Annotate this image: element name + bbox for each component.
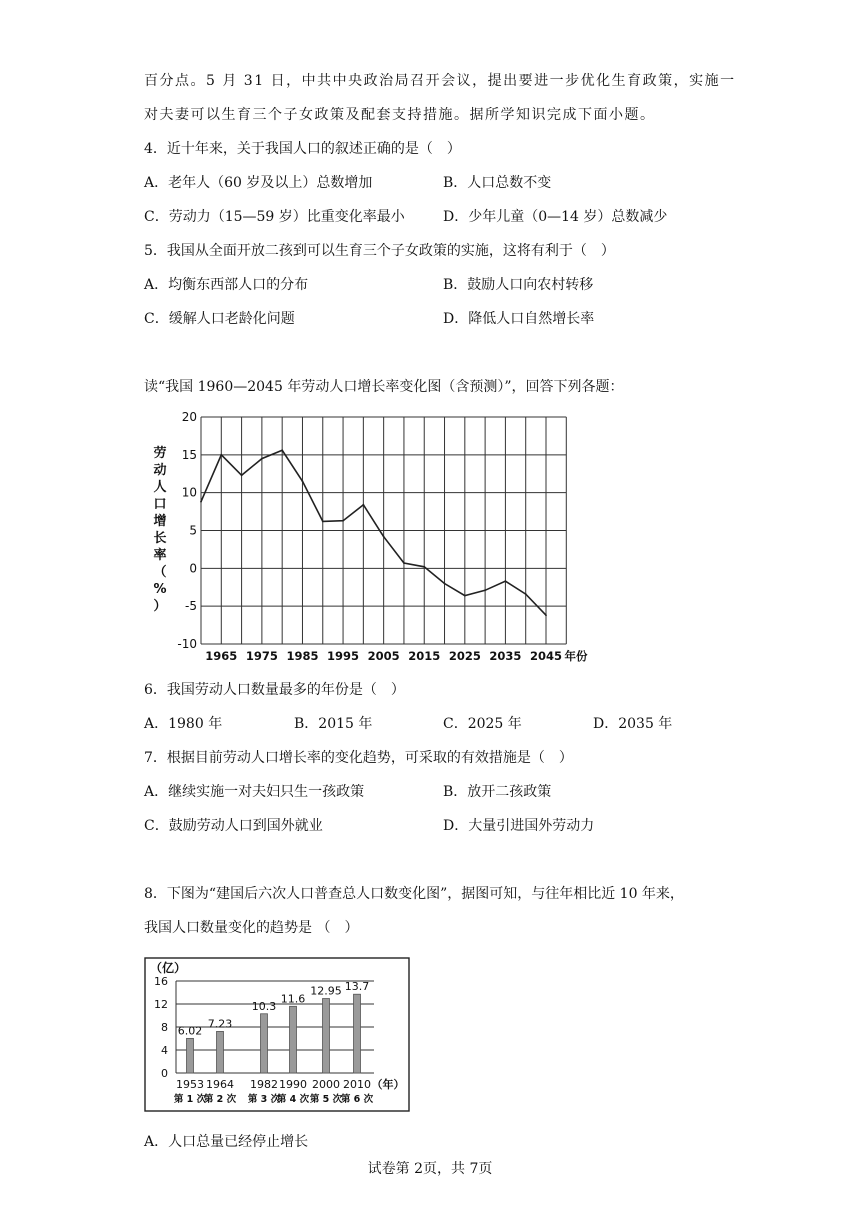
bar-chart-value-label: 7.23 — [207, 1017, 233, 1031]
line-chart-point — [403, 562, 405, 564]
line-chart-y-axis-label — [153, 445, 166, 614]
bar-chart-y-tick-label: 0 — [161, 1067, 168, 1080]
bar-chart-y-tick-label: 4 — [161, 1044, 168, 1057]
line-chart-y-label-char: 长 — [153, 531, 167, 546]
line-chart-point — [220, 454, 222, 456]
line-chart-x-axis-label: 年份 — [564, 649, 588, 663]
question-4-option-b[interactable]: B．人口总数不变 — [443, 175, 552, 191]
line-chart-x-tick-label: 2025 — [448, 649, 481, 663]
line-chart-x-ticks — [205, 649, 588, 663]
line-chart-y-tick-label: -10 — [177, 637, 197, 651]
line-chart-series-line — [201, 450, 546, 615]
bar-chart-category-label: 1953 — [176, 1078, 204, 1091]
question-6-stem: 6．我国劳动人口数量最多的年份是（ ） — [144, 682, 405, 698]
line-chart-y-label-char: 增 — [153, 514, 167, 529]
bar-chart-value-label: 10.3 — [251, 999, 277, 1013]
bar-chart-category-label: 1964 — [206, 1078, 234, 1091]
bar-chart-category-label: 1982 — [250, 1078, 278, 1091]
line-chart-y-tick-label: 5 — [189, 523, 197, 538]
line-chart-point — [464, 595, 466, 597]
line-chart-x-tick-label: 2015 — [408, 649, 441, 663]
line-chart-y-label-char: 率 — [153, 548, 167, 563]
line-chart-point — [281, 449, 283, 451]
question-4-option-d[interactable]: D．少年儿童（0—14 岁）总数减少 — [443, 209, 668, 225]
line-chart-x-tick-label: 1995 — [327, 649, 360, 663]
intro-line-1: 百分点。5 月 31 日，中共中央政治局召开会议，提出要进一步优化生育政策，实施一 — [144, 73, 736, 89]
question-7-option-a[interactable]: A．继续实施一对夫妇只生一孩政策 — [144, 784, 365, 800]
line-chart-y-label-char: 口 — [153, 497, 167, 512]
line-chart-x-tick-label: 1985 — [286, 649, 319, 663]
bar-chart-y-tick-label: 12 — [154, 998, 168, 1011]
line-chart-point — [261, 458, 263, 460]
bar-chart-census-label: 第 2 次 — [203, 1094, 237, 1105]
bar-chart-census-label: 第 5 次 — [309, 1094, 343, 1105]
line-chart-point — [484, 589, 486, 591]
question-5-option-d[interactable]: D．降低人口自然增长率 — [443, 311, 595, 327]
bar-chart-census-label: 第 1 次 — [173, 1094, 207, 1105]
bar-chart-bar — [290, 1006, 297, 1073]
line-chart-y-tick-label: -5 — [185, 599, 197, 614]
bar-chart-category-label: 1990 — [279, 1078, 307, 1091]
question-6-option-b[interactable]: B．2015 年 — [294, 716, 373, 732]
question-8-stem-line-1: 8．下图为“建国后六次人口普查总人口数变化图”，据图可知，与往年相比近 10 年来， — [144, 886, 684, 902]
line-chart-grid — [201, 417, 566, 644]
bar-chart-x-unit-label: （年） — [371, 1078, 405, 1091]
line-chart-point — [423, 566, 425, 568]
line-chart-y-tick-label: 15 — [181, 447, 197, 462]
bar-chart-bar — [323, 999, 330, 1073]
line-chart-y-tick-label: 20 — [181, 410, 197, 424]
question-5-option-b[interactable]: B．鼓励人口向农村转移 — [443, 277, 594, 293]
line-chart-y-label-char: 人 — [153, 480, 167, 495]
question-8-stem-line-2: 我国人口数量变化的趋势是 （ ） — [144, 920, 359, 936]
bar-chart-bar — [217, 1031, 224, 1073]
line-chart-x-tick-label: 2045 — [529, 649, 563, 663]
line-chart-y-label-char: ） — [153, 599, 167, 614]
line-chart-point — [362, 504, 364, 506]
line-chart-y-label-char: 劳 — [153, 446, 167, 461]
bar-chart-bar — [261, 1014, 268, 1073]
line-chart-point — [505, 580, 507, 582]
line-chart-point — [545, 614, 547, 616]
line-chart-y-label-char: % — [153, 582, 167, 597]
bar-chart-unit-label: （亿） — [150, 961, 187, 975]
line-chart-x-tick-label: 1975 — [245, 649, 278, 663]
bar-chart-bar — [354, 994, 361, 1073]
question-7-option-c[interactable]: C．鼓励劳动人口到国外就业 — [144, 818, 323, 834]
question-4-option-c[interactable]: C．劳动力（15—59 岁）比重变化率最小 — [144, 209, 405, 225]
line-chart-y-tick-label: 10 — [181, 485, 197, 500]
bar-chart-y-tick-label: 8 — [161, 1021, 168, 1034]
bar-chart-value-label: 12.95 — [310, 984, 342, 998]
question-5-option-a[interactable]: A．均衡东西部人口的分布 — [144, 277, 309, 293]
line-chart-y-label-char: 动 — [153, 463, 167, 478]
line-chart-x-tick-label: 2035 — [489, 649, 522, 663]
question-4-option-a[interactable]: A．老年人（60 岁及以上）总数增加 — [144, 175, 373, 191]
question-4-stem: 4．近十年来，关于我国人口的叙述正确的是（ ） — [144, 141, 461, 157]
bar-chart-census-label: 第 4 次 — [276, 1094, 310, 1105]
question-7-option-b[interactable]: B．放开二孩政策 — [443, 784, 552, 800]
question-8-option-a[interactable]: A．人口总量已经停止增长 — [144, 1134, 309, 1150]
bar-chart-value-label: 6.02 — [177, 1024, 203, 1038]
page-footer: 试卷第 2页，共 7页 — [367, 1161, 493, 1177]
line-chart-y-ticks — [177, 410, 197, 651]
question-6-option-c[interactable]: C．2025 年 — [443, 716, 522, 732]
bar-chart-value-label: 13.7 — [344, 980, 370, 994]
line-chart-point — [383, 536, 385, 538]
line-chart-point — [200, 501, 202, 503]
bar-chart-category-label: 2010 — [343, 1078, 371, 1091]
intro-line-2: 对夫妻可以生育三个子女政策及配套支持措施。据所学知识完成下面小题。 — [144, 107, 656, 123]
bar-chart-census-label: 第 6 次 — [340, 1094, 374, 1105]
line-chart-point — [322, 521, 324, 523]
bar-chart-y-tick-label: 16 — [154, 975, 168, 988]
line-chart-points — [200, 449, 547, 616]
bar-chart-category-label: 2000 — [312, 1078, 340, 1091]
labor-growth-line-chart — [144, 405, 588, 667]
chart-read-prompt: 读“我国 1960—2045 年劳动人口增长率变化图（含预测）”，回答下列各题： — [144, 379, 624, 395]
bar-chart-value-label: 11.6 — [280, 992, 306, 1006]
bar-chart-bar — [187, 1038, 194, 1073]
line-chart-point — [302, 480, 304, 482]
question-5-stem: 5．我国从全面开放二孩到可以生育三个子女政策的实施，这将有利于（ ） — [144, 243, 615, 259]
question-6-option-a[interactable]: A．1980 年 — [144, 716, 223, 732]
line-chart-point — [241, 474, 243, 476]
bar-chart-census-label: 第 3 次 — [247, 1094, 281, 1105]
question-5-option-c[interactable]: C．缓解人口老龄化问题 — [144, 311, 295, 327]
line-chart-y-label-char: （ — [153, 565, 167, 580]
line-chart-point — [525, 593, 527, 595]
census-population-bar-chart — [144, 957, 410, 1112]
line-chart-point — [444, 583, 446, 585]
question-6-option-d[interactable]: D．2035 年 — [593, 716, 673, 732]
line-chart-x-tick-label: 1965 — [205, 649, 238, 663]
line-chart-x-tick-label: 2005 — [367, 649, 400, 663]
line-chart-point — [342, 520, 344, 522]
line-chart-y-tick-label: 0 — [189, 561, 197, 576]
question-7-option-d[interactable]: D．大量引进国外劳动力 — [443, 818, 595, 834]
question-7-stem: 7．根据目前劳动人口增长率的变化趋势，可采取的有效措施是（ ） — [144, 750, 573, 766]
